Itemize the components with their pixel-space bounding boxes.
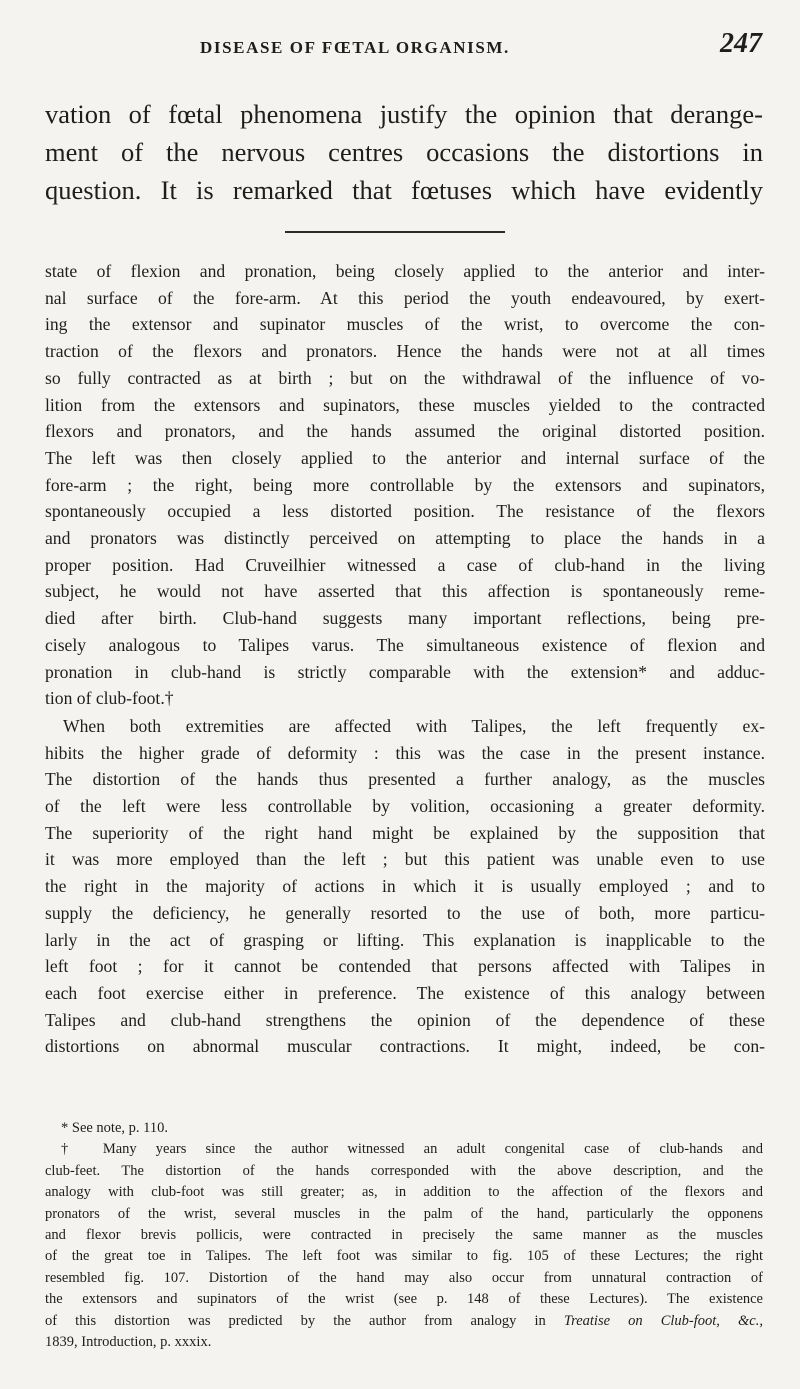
text-line: the right in the majority of actions in which it is usually employed ; and to bbox=[45, 876, 765, 897]
text-line: of the left were less controllable by volition, occasioning a greater deformity. bbox=[45, 796, 765, 817]
text-line: it was more employed than the left ; but this patient was unable even to use bbox=[45, 849, 765, 870]
large-type-continuation bbox=[45, 95, 763, 209]
footnote-line: club-feet. The distortion of the hands corresponded with the above description, and the bbox=[45, 1162, 763, 1179]
footnote-line: † Many years since the author witnessed an adult congenital case of club-hands and bbox=[61, 1141, 763, 1158]
text-line: each foot exercise either in preference. The existence of this analogy between bbox=[45, 982, 765, 1003]
text-line: left foot ; for it cannot be contended that persons affected with Talipes in bbox=[45, 956, 765, 977]
text-line: The left was then closely applied to the anterior and internal surface of the bbox=[45, 447, 765, 468]
text-line: The distortion of the hands thus presented a further analogy, as the muscles bbox=[45, 769, 765, 790]
text-line: and pronators was distinctly perceived on attempting to place the hands in a bbox=[45, 528, 765, 549]
main-text bbox=[45, 258, 765, 1060]
text-line: cisely analogous to Talipes varus. The simultaneous existence of flexion and bbox=[45, 634, 765, 655]
large-text-line: vation of fœtal phenomena justify the opinion that derange- bbox=[45, 99, 763, 129]
footnote-line: of the great toe in Talipes. The left foot was similar to fig. 105 of these Lectures; the right bbox=[45, 1248, 763, 1265]
footnote-2 bbox=[45, 1139, 763, 1353]
footnote-line: 1839, Introduction, p. xxxix. bbox=[45, 1334, 212, 1351]
text-line: hibits the higher grade of deformity : this was the case in the present instance. bbox=[45, 742, 765, 763]
large-text-line: ment of the nervous centres occasions the distortions in bbox=[45, 137, 763, 167]
text-line: flexors and pronators, and the hands assumed the original distorted position. bbox=[45, 421, 765, 442]
text-line: traction of the flexors and pronators. Hence the hands were not at all times bbox=[45, 341, 765, 362]
section-divider-rule bbox=[285, 231, 505, 233]
text-line: nal surface of the fore-arm. At this period the youth endeavoured, by exert- bbox=[45, 287, 765, 308]
footnote-line: the extensors and supinators of the wrist (see p. 148 of these Lectures). The existence bbox=[45, 1291, 763, 1308]
footnote-line: and flexor brevis pollicis, were contracted in precisely the same manner as the muscles bbox=[45, 1227, 763, 1244]
text-line: spontaneously occupied a less distorted position. The resistance of the flexors bbox=[45, 501, 765, 522]
text-line: tion of club-foot.† bbox=[45, 688, 174, 709]
text-line: supply the deficiency, he generally resorted to the use of both, more particu- bbox=[45, 902, 765, 923]
text-line: fore-arm ; the right, being more controllable by the extensors and supinators, bbox=[45, 474, 765, 495]
footnote-line: resembled fig. 107. Distortion of the hand may also occur from unnatural contraction of bbox=[45, 1269, 763, 1286]
text-line: lition from the extensors and supinators, these muscles yielded to the contracted bbox=[45, 394, 765, 415]
footnote-1: * See note, p. 110. bbox=[61, 1120, 168, 1136]
text-line: larly in the act of grasping or lifting. This explanation is inapplicable to the bbox=[45, 929, 765, 950]
text-line: state of flexion and pronation, being closely applied to the anterior and inter- bbox=[45, 261, 765, 281]
large-text-line: question. It is remarked that fœtuses which have evidently bbox=[45, 175, 763, 205]
text-line: distortions on abnormal muscular contractions. It might, indeed, be con- bbox=[45, 1036, 765, 1057]
footnote-line: pronators of the wrist, several muscles in the palm of the hand, particularly the opponens bbox=[45, 1205, 763, 1222]
running-head bbox=[0, 28, 762, 68]
footnotes bbox=[45, 1118, 763, 1353]
paragraph-2 bbox=[45, 713, 765, 1060]
text-line: proper position. Had Cruveilhier witnessed a case of club-hand in the living bbox=[45, 554, 765, 575]
book-title: Treatise on Club-foot, &c., bbox=[563, 1312, 763, 1329]
text-line: subject, he would not have asserted that this affection is spontaneously reme- bbox=[45, 581, 765, 602]
text-line: ing the extensor and supinator muscles of the wrist, to overcome the con- bbox=[45, 314, 765, 335]
footnote-text: of this distortion was predicted by the author from analogy in bbox=[45, 1312, 564, 1329]
text-line: The superiority of the right hand might be explained by the supposition that bbox=[45, 822, 765, 843]
running-title: DISEASE OF FŒTAL ORGANISM. bbox=[200, 38, 510, 57]
footnote-line: analogy with club-foot was still greater; as, in addition to the affection of the flexors and bbox=[45, 1184, 763, 1201]
paragraph-1 bbox=[45, 258, 765, 712]
text-line: so fully contracted as at birth ; but on the withdrawal of the influence of vo- bbox=[45, 367, 765, 388]
footnote-line bbox=[45, 1311, 763, 1332]
text-line: When both extremities are affected with Talipes, the left frequently ex- bbox=[63, 715, 765, 736]
text-line: pronation in club-hand is strictly comparable with the extension* and adduc- bbox=[45, 661, 765, 682]
page-number: 247 bbox=[720, 28, 762, 59]
text-line: Talipes and club-hand strengthens the opinion of the dependence of these bbox=[45, 1009, 765, 1030]
text-line: died after birth. Club-hand suggests many important reflections, being pre- bbox=[45, 608, 765, 629]
